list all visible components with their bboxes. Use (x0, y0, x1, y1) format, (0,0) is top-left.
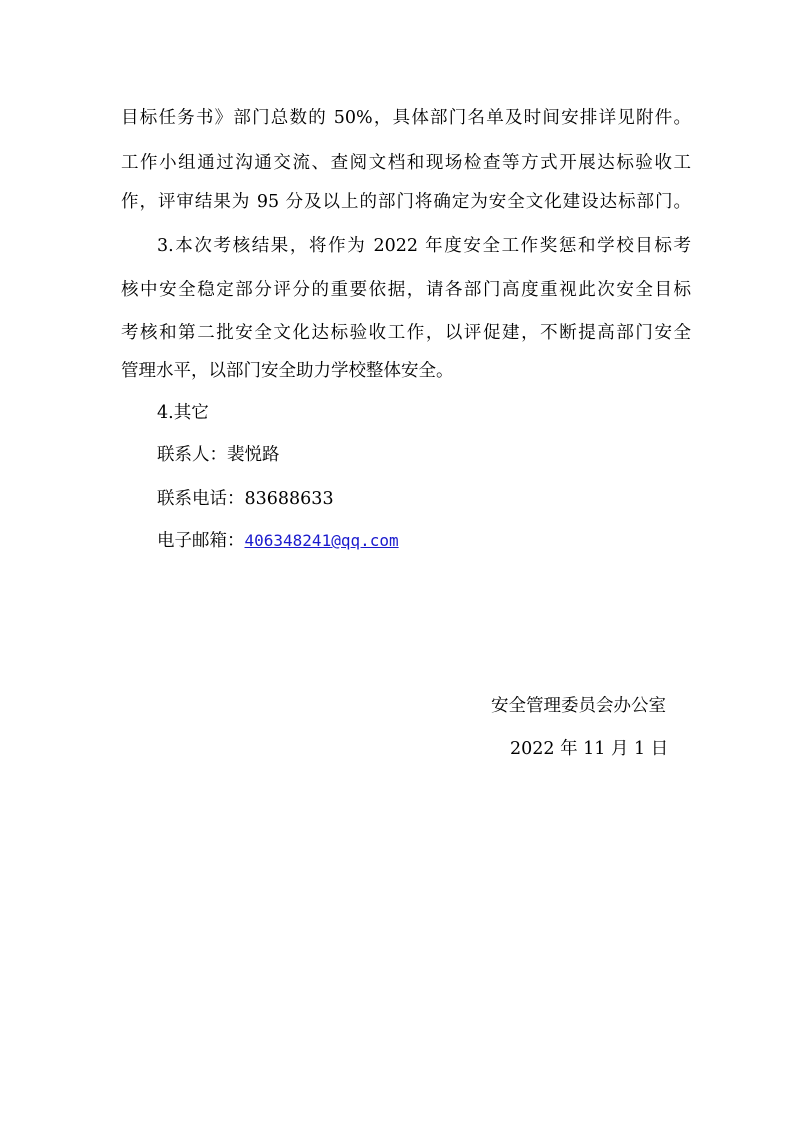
body-line-2: 工作小组通过沟通交流、查阅文档和现场检查等方式开展达标验收工 (121, 153, 691, 173)
body-line-5: 核中安全稳定部分评分的重要依据，请各部门高度重视此次安全目标 (121, 280, 691, 300)
email-label: 电子邮箱： (157, 531, 245, 551)
other-heading: 4.其它 (157, 403, 209, 423)
contact-person: 联系人：裴悦路 (157, 445, 280, 465)
signature-date: 2022 年 11 月 1 日 (510, 739, 669, 759)
body-line-4: 3.本次考核结果，将作为 2022 年度安全工作奖惩和学校目标考 (157, 236, 691, 256)
body-line-7: 管理水平，以部门安全助力学校整体安全。 (121, 361, 454, 381)
contact-phone: 联系电话：83688633 (157, 489, 334, 509)
signature-org: 安全管理委员会办公室 (491, 696, 666, 716)
body-line-6: 考核和第二批安全文化达标验收工作，以评促建，不断提高部门安全 (121, 323, 691, 343)
body-line-3: 作，评审结果为 95 分及以上的部门将确定为安全文化建设达标部门。 (121, 192, 691, 212)
email-link[interactable]: 406348241@qq.com (244, 531, 399, 550)
body-line-1: 目标任务书》部门总数的 50%，具体部门名单及时间安排详见附件。 (121, 108, 691, 128)
contact-email-row (157, 528, 727, 554)
